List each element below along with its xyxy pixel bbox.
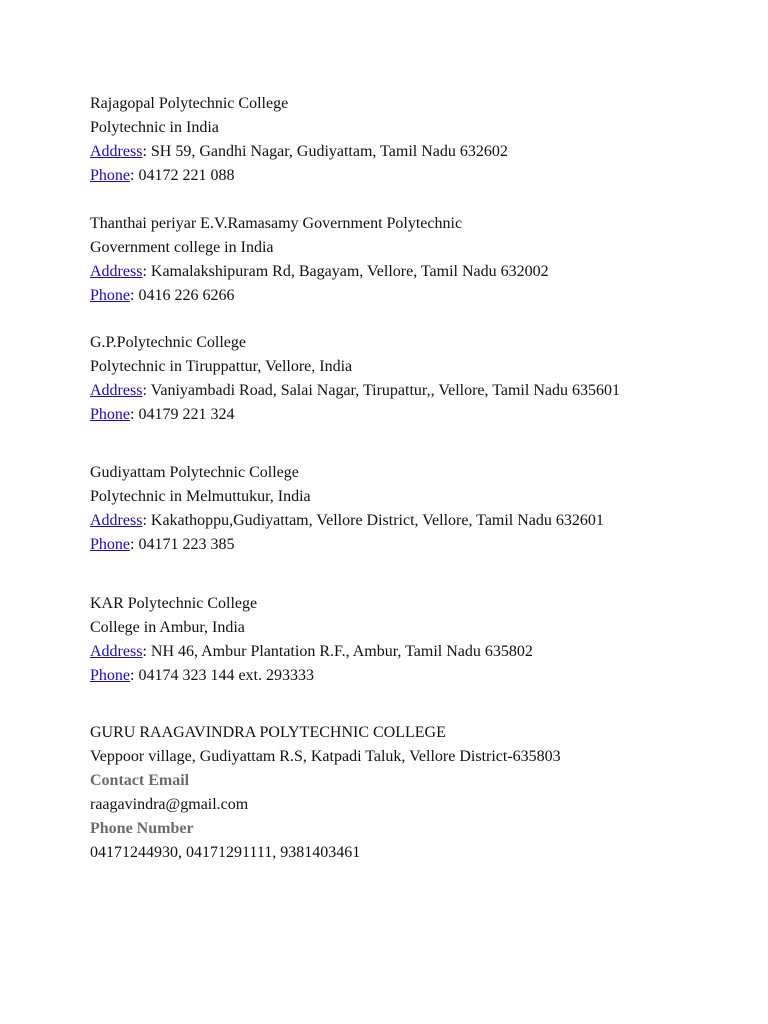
phone-line (90, 403, 620, 427)
address-link[interactable]: Address (90, 512, 143, 529)
phone-line (90, 664, 533, 688)
phone-text: : 04174 323 144 ext. 293333 (130, 667, 314, 684)
college-name: GURU RAAGAVINDRA POLYTECHNIC COLLEGE (90, 724, 446, 741)
phone-link[interactable]: Phone (90, 406, 130, 423)
contact-email-label: Contact Email (90, 772, 190, 789)
college-name: KAR Polytechnic College (90, 595, 258, 612)
address-link[interactable]: Address (90, 643, 143, 660)
phone-text: : 04172 221 088 (130, 167, 235, 184)
college-name: G.P.Polytechnic College (90, 334, 246, 351)
college-category: College in Ambur, India (90, 619, 245, 636)
address-text: : SH 59, Gandhi Nagar, Gudiyattam, Tamil Nadu 632602 (142, 143, 508, 160)
college-name: Gudiyattam Polytechnic College (90, 464, 299, 481)
address-line (90, 140, 508, 164)
college-entry (90, 592, 533, 688)
contact-email: raagavindra@gmail.com (90, 796, 249, 813)
phone-line (90, 284, 549, 308)
phone-text: : 0416 226 6266 (130, 287, 235, 304)
college-name: Thanthai periyar E.V.Ramasamy Government Polytechnic (90, 215, 463, 232)
phone-numbers: 04171244930, 04171291111, 9381403461 (90, 844, 361, 861)
college-category: Polytechnic in India (90, 119, 219, 136)
address-line (90, 260, 549, 284)
phone-link[interactable]: Phone (90, 167, 130, 184)
phone-line (90, 164, 508, 188)
address-line (90, 640, 533, 664)
college-address: Veppoor village, Gudiyattam R.S, Katpadi Taluk, Vellore District-635803 (90, 748, 561, 765)
address-line (90, 379, 620, 403)
college-entry (90, 212, 549, 308)
college-category: Polytechnic in Tiruppattur, Vellore, India (90, 358, 353, 375)
college-category: Polytechnic in Melmuttukur, India (90, 488, 311, 505)
phone-link[interactable]: Phone (90, 667, 130, 684)
address-text: : NH 46, Ambur Plantation R.F., Ambur, Tamil Nadu 635802 (142, 643, 533, 660)
college-category: Government college in India (90, 239, 274, 256)
address-text: : Vaniyambadi Road, Salai Nagar, Tirupattur,, Vellore, Tamil Nadu 635601 (142, 382, 620, 399)
address-link[interactable]: Address (90, 263, 143, 280)
phone-number-label: Phone Number (90, 820, 194, 837)
college-entry (90, 92, 508, 188)
college-entry (90, 331, 620, 427)
college-name: Rajagopal Polytechnic College (90, 95, 289, 112)
phone-text: : 04179 221 324 (130, 406, 235, 423)
phone-link[interactable]: Phone (90, 536, 130, 553)
address-link[interactable]: Address (90, 143, 143, 160)
phone-link[interactable]: Phone (90, 287, 130, 304)
address-link[interactable]: Address (90, 382, 143, 399)
college-entry (90, 461, 604, 557)
phone-line (90, 533, 604, 557)
address-line (90, 509, 604, 533)
address-text: : Kakathoppu,Gudiyattam, Vellore District, Vellore, Tamil Nadu 632601 (142, 512, 604, 529)
guru-college-entry (90, 721, 561, 865)
phone-text: : 04171 223 385 (130, 536, 235, 553)
address-text: : Kamalakshipuram Rd, Bagayam, Vellore, Tamil Nadu 632002 (142, 263, 549, 280)
